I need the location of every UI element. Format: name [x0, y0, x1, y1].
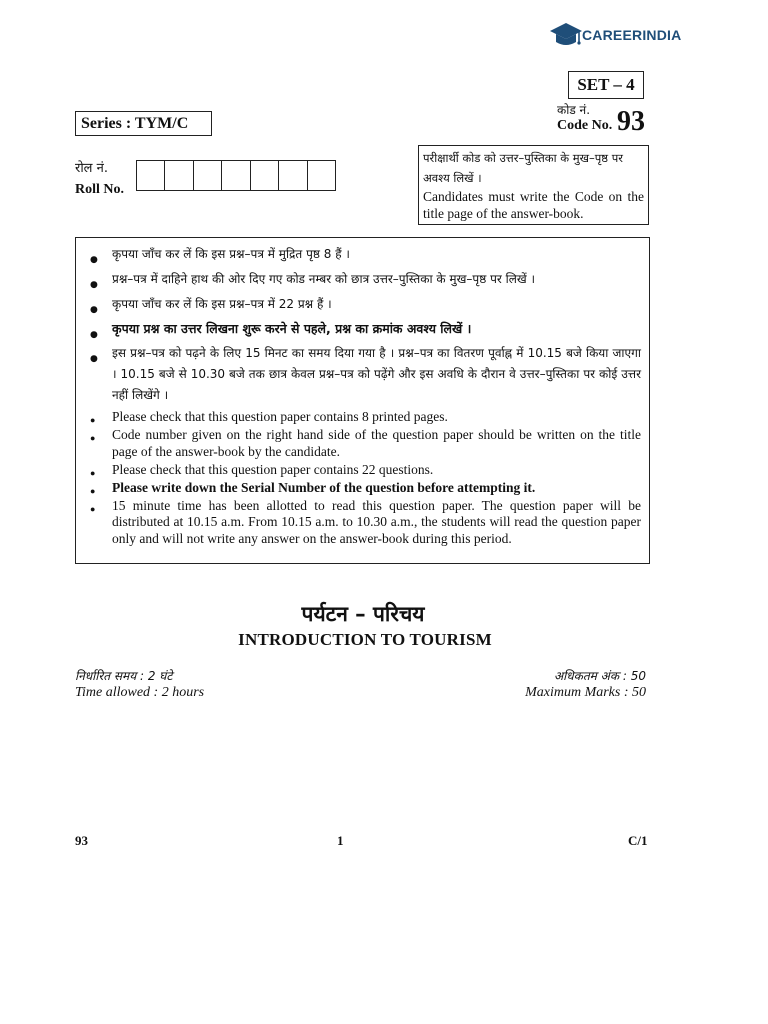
- roll-number-boxes[interactable]: [136, 160, 336, 191]
- page-number: 1: [337, 833, 344, 848]
- bullet-icon: ●: [90, 415, 96, 425]
- roll-label-hindi: रोल नं.: [75, 161, 108, 176]
- maximum-marks: Maximum Marks : 50: [525, 685, 646, 700]
- series-label: Series : TYM/C: [75, 111, 212, 136]
- instruction-english: ● 15 minute time has been allotted to read this question paper. The question paper will be distributed at 10.15 a.m. From 10.15 a.m. to 10.30 a.m., the students will read the question paper only and will not write any answer on the answer-book during this period.: [90, 497, 641, 546]
- roll-number-cell[interactable]: [222, 161, 250, 190]
- candidate-note-hindi: परीक्षार्थी कोड को उत्तर–पुस्तिका के मुख–पृष्ठ पर अवश्य लिखें ।: [423, 151, 623, 185]
- roll-number-cell[interactable]: [137, 161, 165, 190]
- time-allowed: Time allowed : 2 hours: [75, 685, 205, 700]
- candidate-note-box: [418, 145, 649, 225]
- instruction-english: ● Please write down the Serial Number of the question before attempting it.: [86, 480, 641, 497]
- bullet-icon: ●: [90, 485, 96, 496]
- maximum-marks-hindi: अधिकतम अंक : 50: [553, 669, 646, 683]
- bullet-icon: ●: [90, 354, 98, 364]
- instruction-hindi: ● प्रश्न–पत्र में दाहिने हाथ की ओर दिए गए कोड नम्बर को छात्र उत्तर–पुस्तिका के मुख–पृष्ठ पर लिखें ।: [86, 268, 641, 290]
- bullet-icon: ●: [90, 255, 98, 265]
- code-label: Code No.: [557, 118, 613, 133]
- roll-number-cell[interactable]: [279, 161, 307, 190]
- footer-version: C/1: [628, 833, 648, 848]
- instruction-english: ● Please check that this question paper contains 8 printed pages.: [86, 409, 641, 426]
- bullet-icon: ●: [90, 433, 96, 443]
- careerindia-logo: [548, 20, 681, 50]
- instruction-english: ● Code number given on the right hand side of the question paper should be written on the title page of the answer-book by the candidate.: [90, 427, 641, 459]
- bullet-icon: ●: [90, 280, 98, 290]
- roll-number-cell[interactable]: [165, 161, 193, 190]
- instruction-hindi: ● कृपया जाँच कर लें कि इस प्रश्न–पत्र में 22 प्रश्न हैं ।: [86, 293, 641, 315]
- instruction-english: ● Please check that this question paper contains 22 questions.: [86, 462, 641, 479]
- roll-label: Roll No.: [75, 182, 124, 197]
- code-number: 93: [617, 106, 645, 137]
- logo-text: CAREERINDIA: [582, 27, 682, 43]
- subject-title-hindi: पर्यटन – परिचय: [301, 602, 425, 626]
- subject-title: INTRODUCTION TO TOURISM: [238, 630, 492, 649]
- time-allowed-hindi: निर्धारित समय : 2 घंटे: [75, 669, 173, 683]
- instruction-hindi: ● कृपया प्रश्न का उत्तर लिखना शुरू करने से पहले, प्रश्न का क्रमांक अवश्य लिखें ।: [86, 318, 641, 340]
- instruction-hindi: ● इस प्रश्न–पत्र को पढ़ने के लिए 15 मिनट का समय दिया गया है । प्रश्न–पत्र का वितरण पूर्वाह्न में 10.15 बजे किया जाएगा । 10.15 बजे से 10.30 बजे तक छात्र केवल प्रश्न–पत्र को पढ़ेंगे और इस अवधि के दौरान वे उत्तर–पुस्तिका पर कोई उत्तर नहीं लिखेंगे ।: [90, 346, 641, 402]
- roll-number-cell[interactable]: [308, 161, 335, 190]
- set-label: SET – 4: [568, 71, 644, 99]
- bullet-icon: ●: [90, 503, 96, 514]
- roll-number-cell[interactable]: [194, 161, 222, 190]
- bullet-icon: ●: [90, 330, 98, 340]
- bullet-icon: ●: [90, 305, 98, 315]
- footer-code: 93: [75, 833, 88, 848]
- instructions-box: [75, 237, 650, 564]
- code-label-hindi: कोड नं.: [557, 103, 591, 117]
- candidate-note-english: Candidates must write the Code on the title page of the answer-book.: [423, 189, 644, 221]
- bullet-icon: ●: [90, 467, 96, 478]
- graduation-cap-icon: [548, 20, 584, 50]
- instruction-hindi: ● कृपया जाँच कर लें कि इस प्रश्न–पत्र में मुद्रित पृष्ठ 8 हैं ।: [86, 243, 641, 265]
- roll-number-cell[interactable]: [251, 161, 279, 190]
